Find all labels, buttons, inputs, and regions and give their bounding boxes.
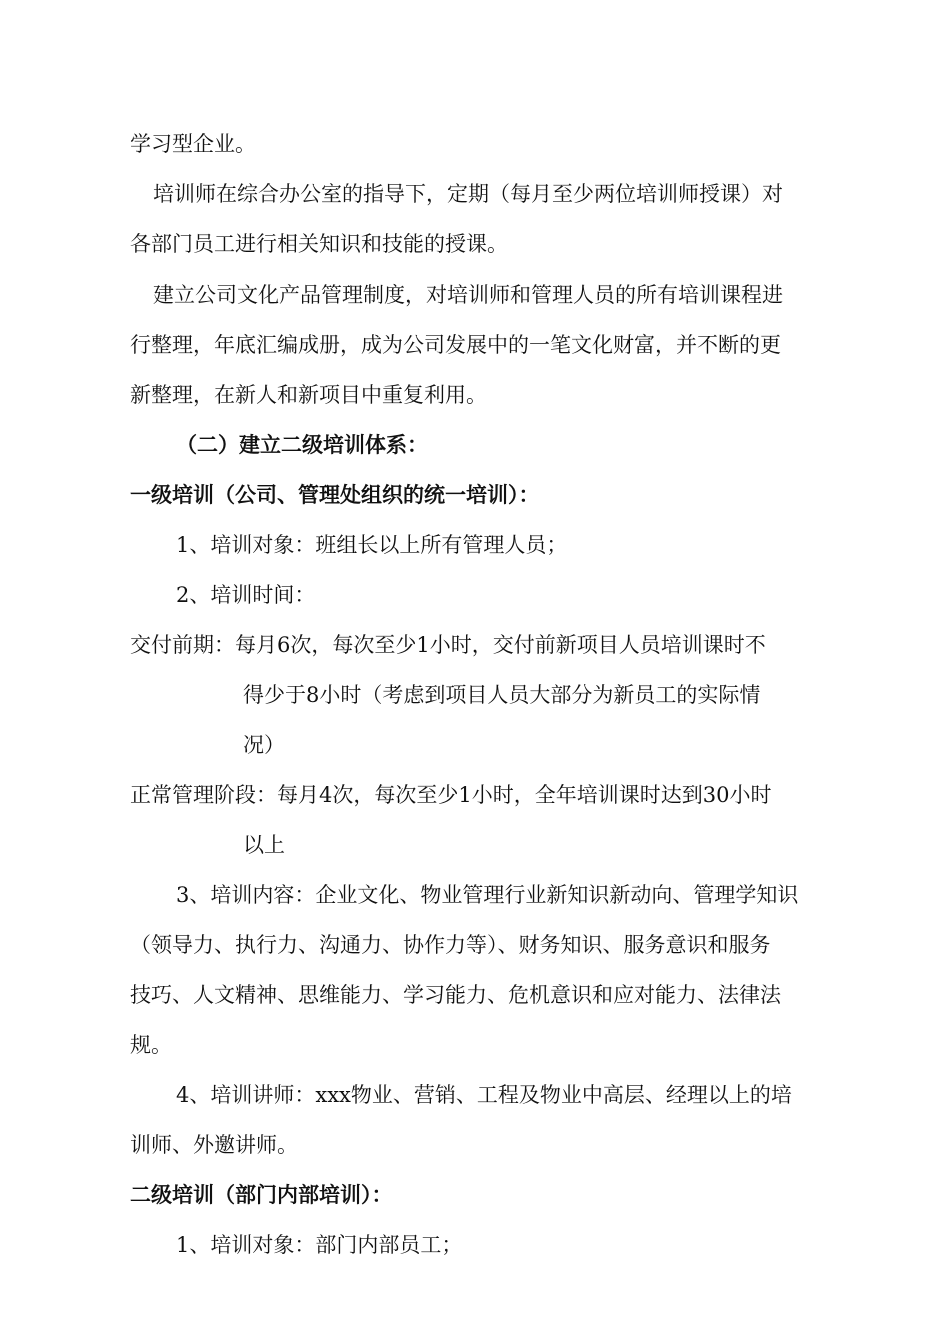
text-line: （领导力、执行力、沟通力、协作力等）、财务知识、服务意识和服务 (130, 933, 771, 957)
text-line: 以上 (243, 833, 285, 857)
text-line: 2、培训时间： (176, 583, 316, 607)
text-line: 4、培训讲师：xxx物业、营销、工程及物业中高层、经理以上的培 (176, 1083, 792, 1107)
text-line: 技巧、人文精神、思维能力、学习能力、危机意识和应对能力、法律法 (130, 983, 781, 1007)
text-line: 行整理，年底汇编成册，成为公司发展中的一笔文化财富，并不断的更 (130, 333, 781, 357)
text-line: 训师、外邀讲师。 (130, 1133, 298, 1157)
section-heading: （二）建立二级培训体系： (176, 432, 428, 457)
text-line: 1、培训对象：部门内部员工； (176, 1233, 463, 1257)
text-line: 建立公司文化产品管理制度，对培训师和管理人员的所有培训课程进 (153, 283, 783, 307)
text-line: 正常管理阶段：每月4次，每次至少1小时，全年培训课时达到30小时 (130, 783, 772, 807)
text-line: 规。 (130, 1033, 172, 1057)
text-line: 交付前期：每月6次，每次至少1小时，交付前新项目人员培训课时不 (130, 633, 766, 657)
subsection-heading: 一级培训（公司、管理处组织的统一培训）： (130, 482, 540, 507)
text-line: 3、培训内容：企业文化、物业管理行业新知识新动向、管理学知识 (176, 883, 799, 907)
text-line: 学习型企业。 (130, 132, 256, 156)
text-line: 各部门员工进行相关知识和技能的授课。 (130, 232, 508, 256)
text-line: 得少于8小时（考虑到项目人员大部分为新员工的实际情 (243, 683, 761, 707)
text-line: 培训师在综合办公室的指导下，定期（每月至少两位培训师授课）对 (153, 182, 783, 206)
text-line: 况） (243, 733, 285, 757)
text-line: 1、培训对象：班组长以上所有管理人员； (176, 533, 568, 557)
text-line: 新整理，在新人和新项目中重复利用。 (130, 383, 487, 407)
subsection-heading: 二级培训（部门内部培训）： (130, 1182, 393, 1207)
